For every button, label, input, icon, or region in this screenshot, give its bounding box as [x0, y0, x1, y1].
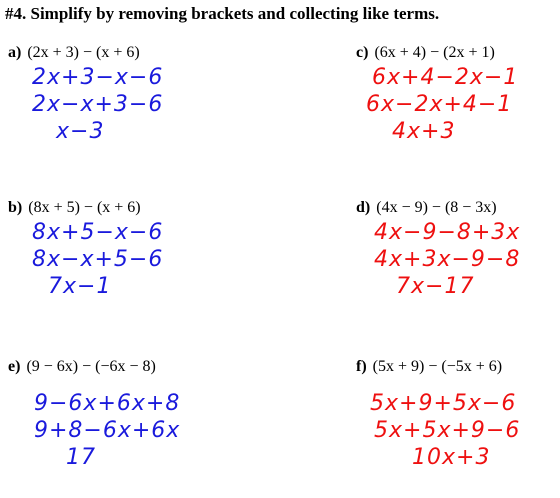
work-line: 8x−x+5−6	[32, 247, 164, 272]
problem-a-label: a)	[8, 44, 22, 61]
work-line: 4x−9−8+3x	[374, 220, 521, 245]
work-line: 5x+9+5x−6	[370, 391, 517, 416]
problem-f-label: f)	[356, 358, 367, 375]
problem-e	[8, 358, 278, 471]
problem-e-work	[8, 390, 278, 471]
work-line: 6x−2x+4−1	[366, 92, 513, 117]
problem-c-work	[356, 64, 560, 145]
problem-f-work	[356, 390, 560, 471]
work-line: 9+8−6x+6x	[34, 418, 181, 443]
work-line: 9−6x+6x+8	[34, 391, 181, 416]
work-line: 2x−x+3−6	[32, 92, 164, 117]
work-line: 4x+3x−9−8	[374, 247, 521, 272]
worksheet-title: #4. Simplify by removing brackets and collecting like terms.	[5, 4, 440, 23]
work-line: 10x+3	[412, 445, 491, 470]
problem-a-work	[8, 64, 278, 145]
problem-b-header	[8, 199, 278, 219]
problem-d	[356, 199, 560, 300]
problem-d-work	[356, 219, 560, 300]
work-line: 7x−17	[396, 274, 475, 299]
problem-c	[356, 44, 560, 145]
problem-a-expression: (2x + 3) − (x + 6)	[27, 44, 140, 61]
problem-c-label: c)	[356, 44, 369, 61]
work-line: 7x−1	[48, 274, 112, 299]
problem-c-header	[356, 44, 560, 64]
problem-f-header	[356, 358, 560, 378]
work-line: 5x+5x+9−6	[374, 418, 521, 443]
problem-b-work	[8, 219, 278, 300]
problem-d-expression: (4x − 9) − (8 − 3x)	[376, 199, 497, 216]
problem-a-header	[8, 44, 278, 64]
work-line: x−3	[56, 119, 105, 144]
problem-f	[356, 358, 560, 471]
problem-d-header	[356, 199, 560, 219]
work-line: 2x+3−x−6	[32, 65, 164, 90]
problem-b-expression: (8x + 5) − (x + 6)	[28, 199, 141, 216]
problem-c-expression: (6x + 4) − (2x + 1)	[374, 44, 495, 61]
work-line: 17	[66, 445, 96, 470]
work-line: 8x+5−x−6	[32, 220, 164, 245]
problem-e-header	[8, 358, 278, 378]
problem-b-label: b)	[8, 199, 23, 216]
work-line: 4x+3	[392, 119, 456, 144]
problem-f-expression: (5x + 9) − (−5x + 6)	[372, 358, 503, 375]
problem-e-label: e)	[8, 358, 21, 375]
problem-a	[8, 44, 278, 145]
problem-d-label: d)	[356, 199, 371, 216]
problem-e-expression: (9 − 6x) − (−6x − 8)	[26, 358, 156, 375]
problem-b	[8, 199, 278, 300]
work-line: 6x+4−2x−1	[372, 65, 519, 90]
